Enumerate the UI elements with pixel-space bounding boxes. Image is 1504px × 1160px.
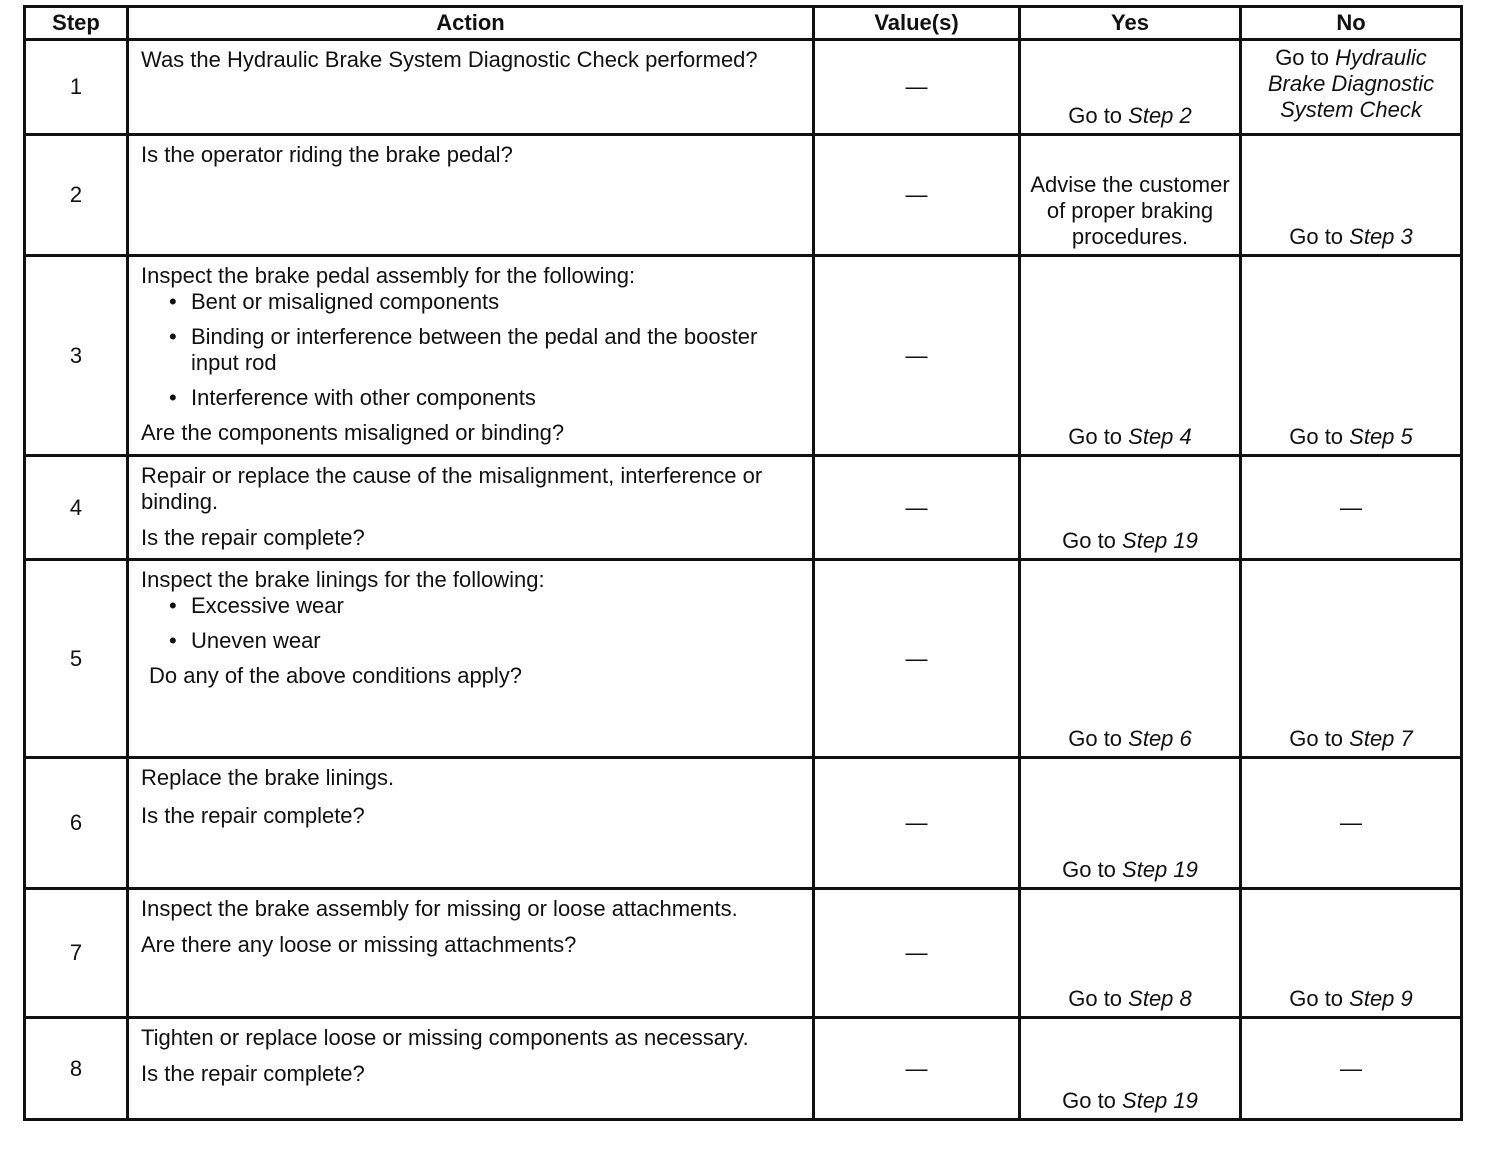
value-cell: — (814, 256, 1020, 456)
yes-cell: Advise the customer of proper braking procedures. (1020, 135, 1241, 256)
yes-cell (1020, 758, 1241, 889)
no-prefix: Go to (1289, 726, 1350, 751)
step-number: 5 (25, 560, 128, 758)
no-cell (1241, 256, 1462, 456)
table-row (25, 40, 1462, 135)
action-cell (128, 256, 814, 456)
table-row (25, 456, 1462, 560)
bullet-list (141, 289, 802, 411)
yes-prefix: Go to (1062, 857, 1123, 882)
action-question: Is the repair complete? (141, 525, 365, 550)
diagnostic-table (23, 5, 1463, 1121)
yes-link[interactable]: Step 19 (1122, 528, 1198, 553)
action-intro: Inspect the brake pedal assembly for the following: (141, 263, 636, 288)
bullet-item: • Bent or misaligned components (191, 289, 802, 315)
table-row (25, 560, 1462, 758)
value-cell: — (814, 456, 1020, 560)
header-action: Action (128, 7, 814, 40)
yes-prefix: Go to (1068, 103, 1129, 128)
step-number: 8 (25, 1018, 128, 1120)
yes-link[interactable]: Step 4 (1128, 424, 1192, 449)
value-cell: — (814, 560, 1020, 758)
action-question: Are there any loose or missing attachments? (141, 932, 577, 957)
action-question: Are the components misaligned or binding? (141, 420, 565, 445)
header-step: Step (25, 7, 128, 40)
header-yes: Yes (1020, 7, 1241, 40)
action-question: Is the repair complete? (141, 803, 365, 828)
table-row (25, 135, 1462, 256)
action-intro: Inspect the brake assembly for missing or loose attachments. (141, 896, 738, 921)
no-prefix: Go to (1289, 224, 1350, 249)
table-row (25, 256, 1462, 456)
bullet-item: • Interference with other components (191, 385, 802, 411)
yes-cell (1020, 889, 1241, 1018)
action-cell (128, 40, 814, 135)
no-link[interactable]: Step 9 (1349, 986, 1413, 1011)
no-prefix: Go to (1289, 986, 1350, 1011)
yes-prefix: Go to (1062, 1088, 1123, 1113)
yes-link[interactable]: Step 19 (1122, 857, 1198, 882)
step-number: 2 (25, 135, 128, 256)
no-cell: — (1241, 1018, 1462, 1120)
no-cell (1241, 40, 1462, 135)
action-text: Was the Hydraulic Brake System Diagnostic Check performed? (141, 47, 758, 72)
yes-cell (1020, 256, 1241, 456)
step-number: 6 (25, 758, 128, 889)
yes-cell (1020, 456, 1241, 560)
action-question: Is the repair complete? (141, 1061, 365, 1086)
action-cell (128, 889, 814, 1018)
action-cell (128, 135, 814, 256)
yes-cell (1020, 40, 1241, 135)
header-no: No (1241, 7, 1462, 40)
value-cell: — (814, 1018, 1020, 1120)
table-row (25, 758, 1462, 889)
value-cell: — (814, 889, 1020, 1018)
table-row (25, 1018, 1462, 1120)
step-number: 4 (25, 456, 128, 560)
yes-prefix: Go to (1068, 726, 1129, 751)
no-link[interactable]: Step 7 (1349, 726, 1413, 751)
yes-cell (1020, 560, 1241, 758)
yes-prefix: Go to (1068, 986, 1129, 1011)
action-cell (128, 1018, 814, 1120)
no-cell: — (1241, 456, 1462, 560)
bullet-item: • Binding or interference between the pedal and the booster input rod (191, 324, 802, 376)
value-cell: — (814, 758, 1020, 889)
value-cell: — (814, 135, 1020, 256)
no-link[interactable]: Step 5 (1349, 424, 1413, 449)
action-cell (128, 456, 814, 560)
action-intro: Repair or replace the cause of the misalignment, interference or binding. (141, 463, 763, 514)
yes-link[interactable]: Step 19 (1122, 1088, 1198, 1113)
no-cell (1241, 135, 1462, 256)
value-cell: — (814, 40, 1020, 135)
yes-link[interactable]: Step 2 (1128, 103, 1192, 128)
action-intro: Tighten or replace loose or missing components as necessary. (141, 1025, 749, 1050)
action-cell (128, 560, 814, 758)
no-link[interactable]: Step 3 (1349, 224, 1413, 249)
header-values: Value(s) (814, 7, 1020, 40)
no-prefix: Go to (1275, 45, 1336, 70)
header-row (25, 7, 1462, 40)
yes-link[interactable]: Step 8 (1128, 986, 1192, 1011)
step-number: 1 (25, 40, 128, 135)
action-question: Do any of the above conditions apply? (149, 663, 523, 688)
yes-prefix: Go to (1068, 424, 1129, 449)
no-cell: — (1241, 758, 1462, 889)
action-text: Is the operator riding the brake pedal? (141, 142, 513, 167)
no-cell (1241, 560, 1462, 758)
bullet-item: • Excessive wear (191, 593, 802, 619)
yes-cell (1020, 1018, 1241, 1120)
table-row (25, 889, 1462, 1018)
action-intro: Replace the brake linings. (141, 765, 395, 790)
step-number: 7 (25, 889, 128, 1018)
action-cell (128, 758, 814, 889)
no-prefix: Go to (1289, 424, 1350, 449)
bullet-list (141, 593, 802, 654)
yes-prefix: Go to (1062, 528, 1123, 553)
no-link[interactable]: Hydraulic Brake Diagnostic System Check (1267, 45, 1435, 122)
yes-link[interactable]: Step 6 (1128, 726, 1192, 751)
bullet-item: • Uneven wear (191, 628, 802, 654)
step-number: 3 (25, 256, 128, 456)
action-intro: Inspect the brake linings for the following: (141, 567, 545, 592)
no-cell (1241, 889, 1462, 1018)
